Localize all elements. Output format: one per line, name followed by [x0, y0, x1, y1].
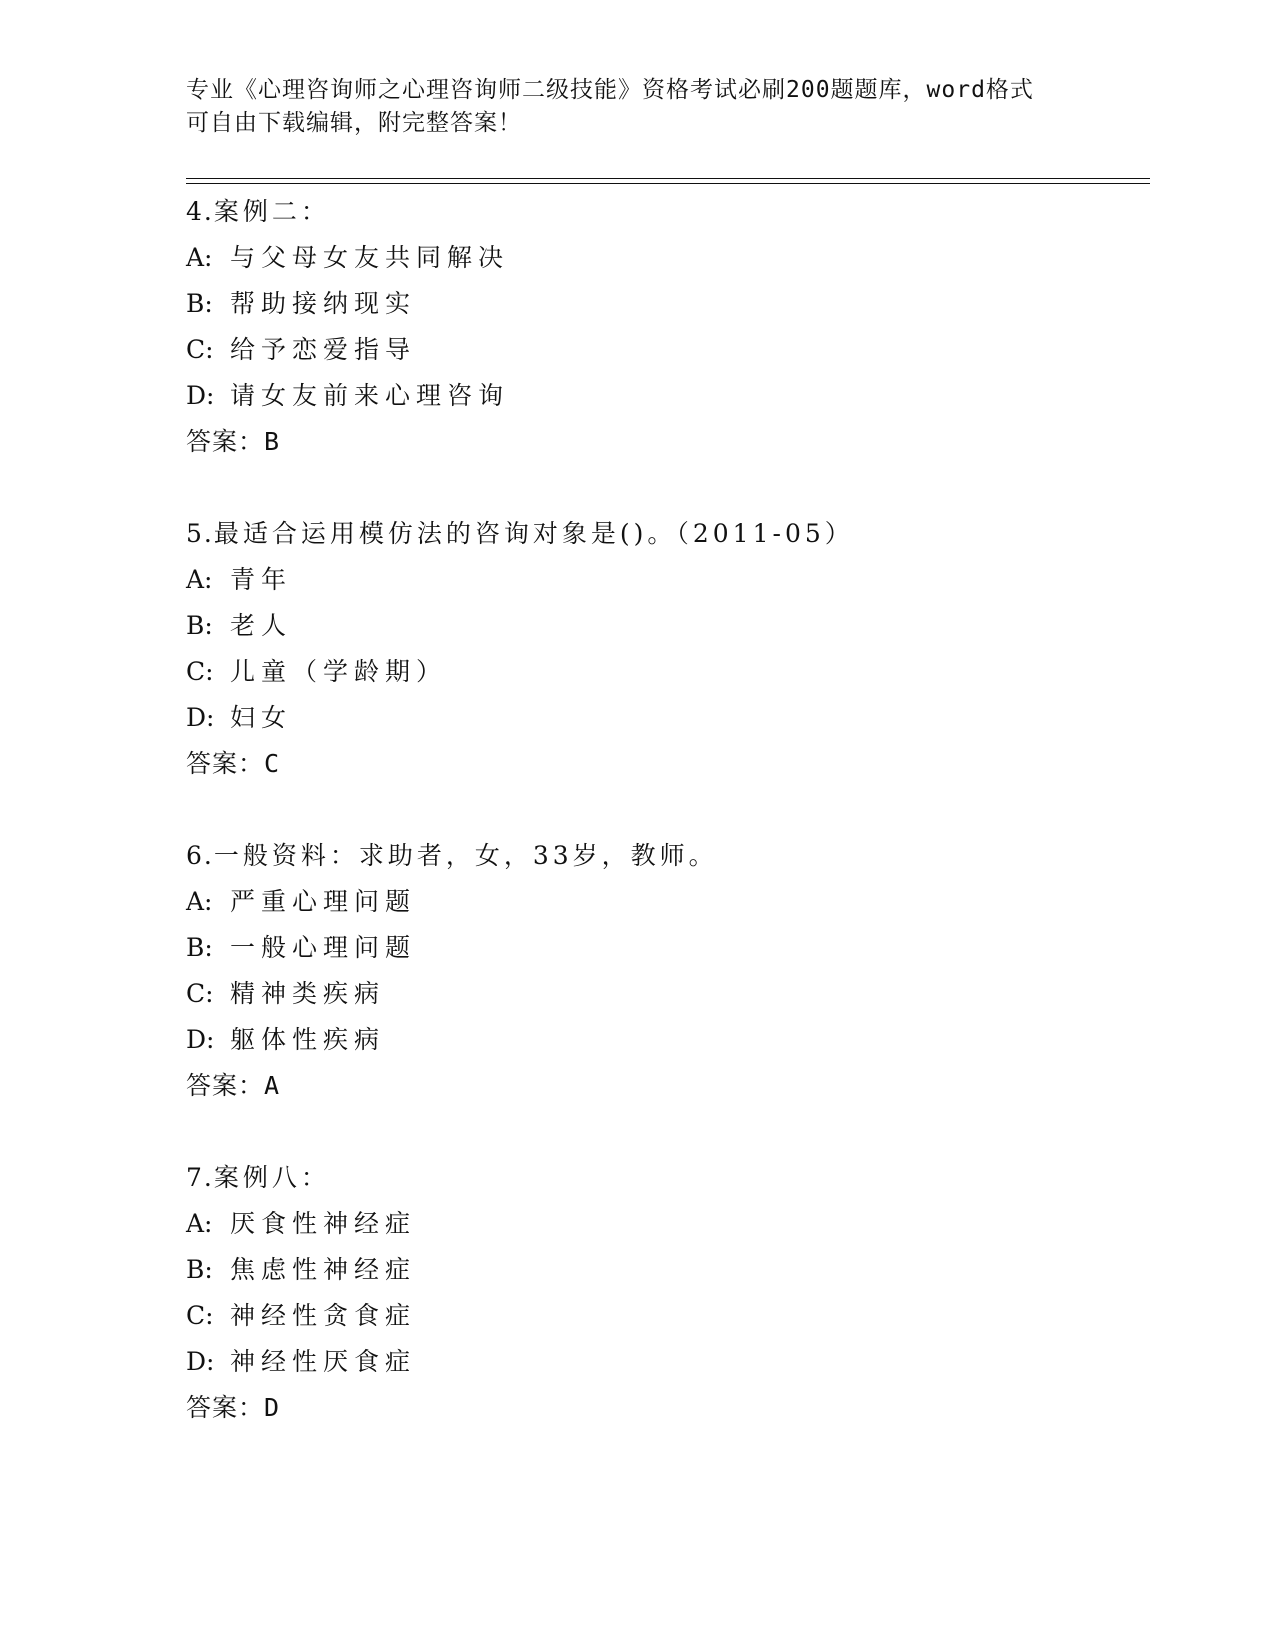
option-c	[186, 327, 1146, 373]
answer-line	[186, 1063, 1146, 1109]
question-text: 案例二：	[213, 197, 330, 226]
option-letter: B:	[186, 933, 213, 962]
option-letter: C:	[186, 979, 214, 1008]
option-text: 请女友前来心理咨询	[230, 381, 510, 410]
option-a	[186, 879, 1146, 925]
question-item	[186, 833, 1146, 1109]
question-list	[186, 189, 1146, 1477]
answer-value: C	[264, 749, 280, 778]
option-text: 一般心理问题	[230, 933, 417, 962]
option-a	[186, 1201, 1146, 1247]
question-item	[186, 189, 1146, 465]
header-line-2: 可自由下载编辑，附完整答案！	[186, 110, 522, 136]
question-title	[186, 1155, 1146, 1201]
option-b	[186, 1247, 1146, 1293]
option-text: 焦虑性神经症	[230, 1255, 417, 1284]
option-c	[186, 1293, 1146, 1339]
answer-value: B	[264, 427, 280, 456]
option-text: 与父母女友共同解决	[230, 243, 510, 272]
option-letter: D:	[186, 381, 215, 410]
option-letter: D:	[186, 1347, 215, 1376]
option-letter: A:	[186, 243, 213, 272]
question-item	[186, 1155, 1146, 1431]
question-number: 4.	[186, 197, 214, 226]
question-text: 案例八：	[213, 1163, 330, 1192]
option-a	[186, 235, 1146, 281]
answer-value: D	[264, 1393, 280, 1422]
answer-label: 答案：	[186, 1071, 265, 1100]
answer-label: 答案：	[186, 749, 265, 778]
option-b	[186, 925, 1146, 971]
option-d	[186, 373, 1146, 419]
option-letter: D:	[186, 1025, 215, 1054]
answer-line	[186, 741, 1146, 787]
option-text: 妇女	[230, 703, 293, 732]
option-letter: D:	[186, 703, 215, 732]
answer-line	[186, 1385, 1146, 1431]
question-item	[186, 511, 1146, 787]
option-letter: C:	[186, 657, 214, 686]
question-number: 7.	[186, 1163, 214, 1192]
option-b	[186, 281, 1146, 327]
option-letter: B:	[186, 289, 213, 318]
question-title	[186, 189, 1146, 235]
question-text: 最适合运用模仿法的咨询对象是()。（2011-05）	[213, 519, 854, 548]
option-text: 儿童（学龄期）	[230, 657, 448, 686]
option-text: 严重心理问题	[230, 887, 417, 916]
option-a	[186, 557, 1146, 603]
question-text: 一般资料：求助者，女，33岁，教师。	[213, 841, 718, 870]
header-line-1: 专业《心理咨询师之心理咨询师二级技能》资格考试必刷200题题库，word格式	[186, 77, 1034, 103]
header-divider-top	[186, 178, 1150, 179]
option-letter: B:	[186, 1255, 213, 1284]
answer-line	[186, 419, 1146, 465]
question-number: 6.	[186, 841, 214, 870]
option-letter: C:	[186, 1301, 214, 1330]
answer-label: 答案：	[186, 1393, 265, 1422]
option-text: 帮助接纳现实	[230, 289, 417, 318]
option-d	[186, 1339, 1146, 1385]
option-text: 给予恋爱指导	[230, 335, 417, 364]
option-b	[186, 603, 1146, 649]
option-text: 躯体性疾病	[230, 1025, 386, 1054]
option-text: 老人	[230, 611, 293, 640]
option-text: 精神类疾病	[230, 979, 386, 1008]
option-text: 神经性厌食症	[230, 1347, 417, 1376]
option-text: 厌食性神经症	[230, 1209, 417, 1238]
option-text: 青年	[230, 565, 293, 594]
option-letter: A:	[186, 1209, 213, 1238]
option-c	[186, 971, 1146, 1017]
option-d	[186, 695, 1146, 741]
answer-label: 答案：	[186, 427, 265, 456]
option-text: 神经性贪食症	[230, 1301, 417, 1330]
header-divider-bottom	[186, 183, 1150, 184]
option-letter: A:	[186, 887, 213, 916]
option-letter: B:	[186, 611, 213, 640]
document-header	[186, 74, 1086, 140]
question-title	[186, 833, 1146, 879]
question-title	[186, 511, 1146, 557]
question-number: 5.	[186, 519, 214, 548]
answer-value: A	[264, 1071, 280, 1100]
option-letter: A:	[186, 565, 213, 594]
option-c	[186, 649, 1146, 695]
option-d	[186, 1017, 1146, 1063]
option-letter: C:	[186, 335, 214, 364]
